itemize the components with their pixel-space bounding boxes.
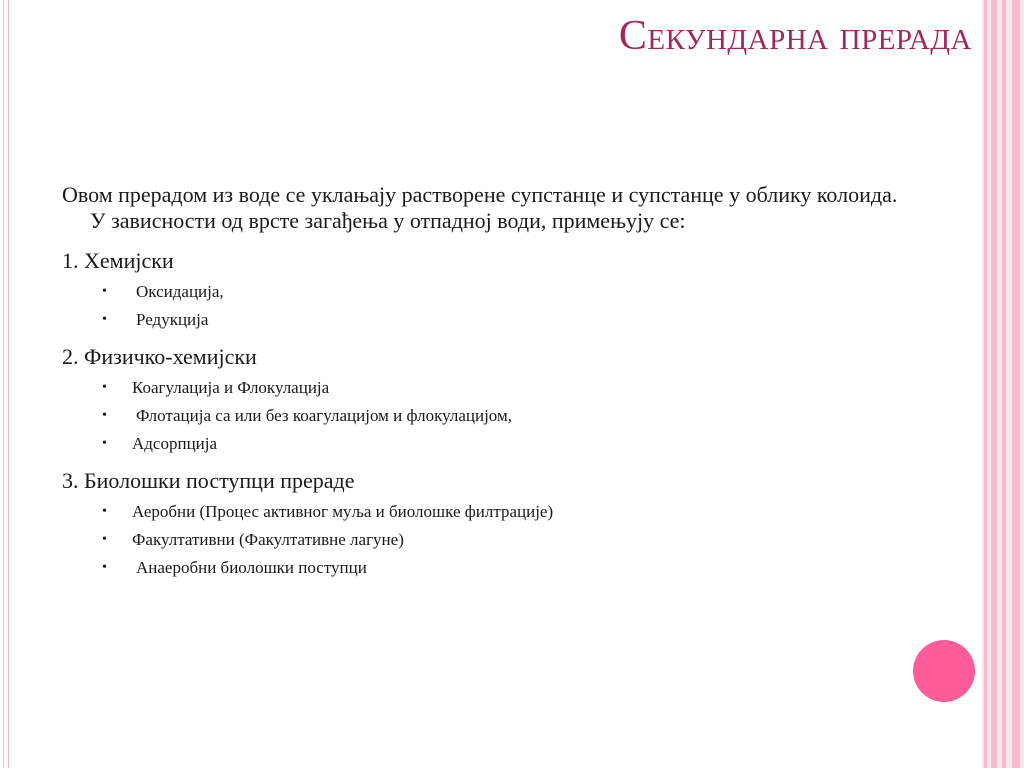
bullet-list — [62, 498, 902, 582]
decorative-circle — [913, 640, 975, 702]
list-item-text: Аеробни (Процес активног муља и биолошке филтрације) — [132, 502, 554, 521]
bullet-icon: • — [102, 504, 107, 519]
section-physico-chemical — [62, 344, 902, 458]
list-item-text: Флотација са или без коагулацијом и флокулацијом, — [136, 406, 512, 425]
bullet-icon: • — [102, 532, 107, 547]
slide-body — [62, 182, 902, 592]
bullet-icon: • — [102, 436, 107, 451]
list-item-text: Оксидација, — [136, 282, 224, 301]
list-item — [102, 526, 902, 554]
list-item-text: Факултативни (Факултативне лагуне) — [132, 530, 404, 549]
bullet-icon: • — [102, 284, 107, 299]
bullet-icon: • — [102, 408, 107, 423]
list-item — [102, 430, 902, 458]
frame-stripe — [984, 0, 987, 768]
frame-stripe — [1002, 0, 1006, 768]
list-item — [102, 498, 902, 526]
frame-stripe — [1012, 0, 1020, 768]
list-item-text: Анаеробни биолошки поступци — [136, 558, 367, 577]
section-heading: 3. Биолошки поступци прераде — [62, 468, 355, 493]
list-item — [102, 306, 902, 334]
bullet-list — [62, 374, 902, 458]
right-frame-border — [982, 0, 1024, 768]
section-heading: 1. Хемијски — [62, 248, 174, 273]
left-frame-border — [0, 0, 9, 768]
bullet-icon: • — [102, 312, 107, 327]
bullet-list — [62, 278, 902, 334]
bullet-icon: • — [102, 380, 107, 395]
frame-stripe — [991, 0, 997, 768]
list-item — [102, 374, 902, 402]
list-item — [102, 554, 902, 582]
list-item — [102, 278, 902, 306]
list-item-text: Редукција — [136, 310, 209, 329]
slide-title: Секундарна прерада — [618, 13, 972, 59]
list-item-text: Адсорпција — [132, 434, 218, 453]
section-biological — [62, 468, 902, 582]
section-heading: 2. Физичко-хемијски — [62, 344, 257, 369]
intro-paragraph: Овом прерадом из воде се уклањају растворене супстанце и супстанце у облику колоида. У зависности од врсте загађења у отпадној води, примењују се: — [62, 182, 898, 233]
section-chemical — [62, 248, 902, 334]
list-item — [102, 402, 902, 430]
list-item-text: Коагулација и Флокулација — [132, 378, 330, 397]
bullet-icon: • — [102, 560, 107, 575]
